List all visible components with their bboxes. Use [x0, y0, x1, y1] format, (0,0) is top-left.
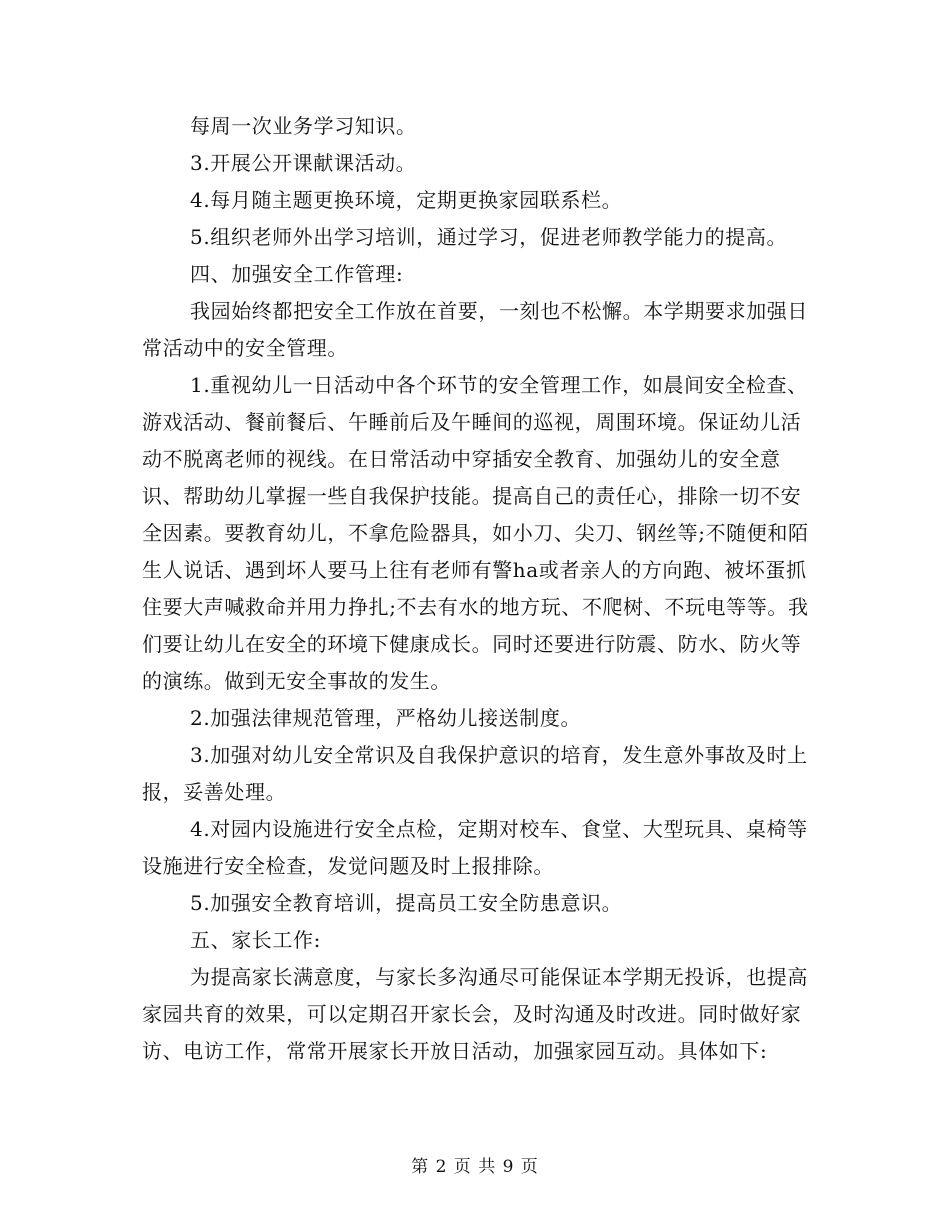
- paragraph: 1.重视幼儿一日活动中各个环节的安全管理工作，如晨间安全检查、游戏活动、餐前餐后、午睡前后及午睡间的巡视，周围环境。保证幼儿活动不脱离老师的视线。在日常活动中穿插安全教育、加强幼儿的安全意识、帮助幼儿掌握一些自我保护技能。提高自己的责任心，排除一切不安全因素。要教育幼儿，不拿危险器具，如小刀、尖刀、钢丝等;不随便和陌生人说话、遇到坏人要马上往有老师有警ha或者亲人的方向跑、被坏蛋抓住要大声喊救命并用力挣扎;不去有水的地方玩、不爬树、不玩电等等。我们要让幼儿在安全的环境下健康成长。同时还要进行防震、防水、防火等的演练。做到无安全事故的发生。: [142, 373, 809, 693]
- paragraph: 5.加强安全教育培训，提高员工安全防患意识。: [190, 891, 623, 915]
- paragraph: 每周一次业务学习知识。: [190, 114, 417, 138]
- paragraph: 5.组织老师外出学习培训，通过学习，促进老师教学能力的提高。: [190, 225, 788, 249]
- page-footer: 第 2 页 共 9 页: [411, 1157, 539, 1177]
- paragraph: 4.每月随主题更换环境，定期更换家园联系栏。: [190, 188, 623, 212]
- section-heading: 四、加强安全工作管理:: [190, 262, 404, 286]
- section-heading: 五、家长工作:: [190, 928, 321, 952]
- paragraph: 3.加强对幼儿安全常识及自我保护意识的培育，发生意外事故及时上报，妥善处理。: [142, 743, 808, 804]
- paragraph: 4.对园内设施进行安全点检，定期对校车、食堂、大型玩具、桌椅等设施进行安全检查，发觉问题及时上报排除。: [142, 817, 808, 878]
- paragraph: 为提高家长满意度，与家长多沟通尽可能保证本学期无投诉，也提高家园共育的效果，可以定期召开家长会，及时沟通及时改进。同时做好家访、电访工作，常常开展家长开放日活动，加强家园互动。具体如下:: [142, 965, 808, 1063]
- paragraph: 我园始终都把安全工作放在首要，一刻也不松懈。本学期要求加强日常活动中的安全管理。: [142, 299, 808, 360]
- document-body: [142, 108, 810, 1070]
- paragraph: 2.加强法律规范管理，严格幼儿接送制度。: [190, 706, 582, 730]
- paragraph: 3.开展公开课献课活动。: [190, 151, 417, 175]
